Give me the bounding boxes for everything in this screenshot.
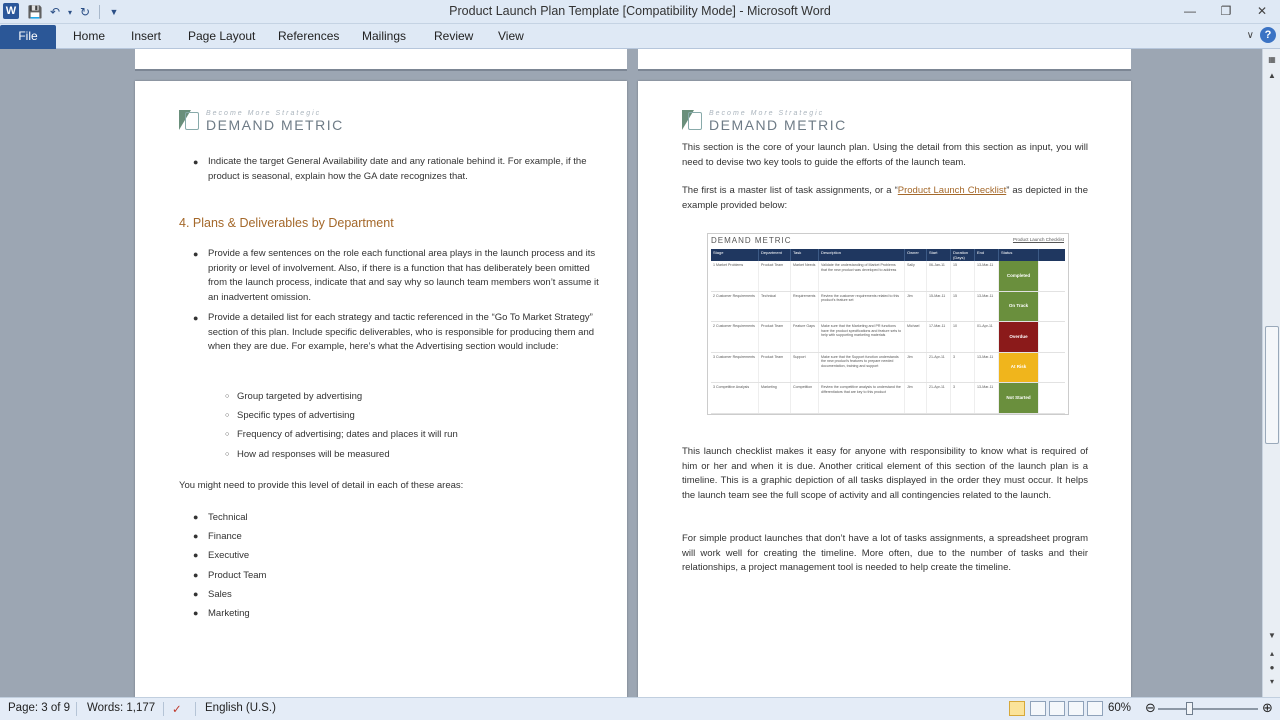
minimize-ribbon-icon[interactable]: ∨ [1246,29,1254,41]
status-badge: Not Started [999,383,1039,413]
zoom-in-icon[interactable]: ⊕ [1262,700,1273,715]
word-app-icon[interactable]: W [3,3,19,19]
tab-mailings[interactable]: Mailings [362,29,407,43]
table-cell: Jim [905,292,927,322]
print-layout-view-icon[interactable] [1009,701,1025,716]
draft-view-icon[interactable] [1087,701,1103,716]
restore-icon[interactable]: ❐ [1220,4,1232,18]
table-cell: 13-Mar-11 [975,292,999,322]
undo-dropdown-icon[interactable]: ▾ [67,7,72,17]
redo-icon[interactable]: ↻ [79,5,91,19]
full-screen-reading-view-icon[interactable] [1030,701,1046,716]
table-cell: Sally [905,261,927,291]
table-cell: 15 [951,292,975,322]
window-title: Product Launch Plan Template [Compatibility Mode] - Microsoft Word [449,4,831,18]
table-cell: 3 [951,383,975,413]
save-icon[interactable]: 💾 [27,5,43,19]
ribbon-right-controls [1247,27,1276,43]
table-cell: Product Team [759,261,791,291]
table-cell: 06-Jan-11 [927,261,951,291]
table-cell: 1 Market Problems [711,261,759,291]
next-page-icon[interactable]: ▾ [1269,677,1274,686]
table-cell: Review the customer requirements related to this product's feature set [819,292,905,322]
table-row [711,292,1065,323]
outline-view-icon[interactable] [1068,701,1084,716]
scroll-up-icon[interactable]: ▲ [1268,71,1276,80]
document-area[interactable] [0,49,1262,697]
thumb-logo: DEMAND METRIC [711,236,792,245]
table-cell: Validate the understanding of Market Problems that the new product was developed to address [819,261,905,291]
status-separator [163,702,164,716]
table-header: Duration (Days) [951,249,975,261]
word-count[interactable]: Words: 1,177 [87,702,156,714]
status-badge: At Risk [999,353,1039,383]
tab-home[interactable]: Home [73,29,106,43]
previous-page-icon[interactable]: ▴ [1269,649,1274,658]
table-header: Status [999,249,1039,261]
table-header: Start [927,249,951,261]
checklist-paragraph: The first is a master list of task assignments, or a “Product Launch Checklist” as depicted in the example provided below: [682,185,1088,211]
undo-icon[interactable]: ↶ [49,5,61,19]
table-cell: Product Team [759,353,791,383]
table-row [711,383,1065,414]
checklist-thumbnail-image[interactable] [707,233,1069,415]
logo-tagline: Become More Strategic [709,110,825,117]
logo-name: DEMAND METRIC [709,117,847,133]
table-cell: Requirements [791,292,819,322]
core-paragraph: This section is the core of your launch plan. Using the detail from this section as input, you will need to devise two key tools to guide the efforts of the launch team. [682,142,1088,168]
window-controls [1172,0,1280,24]
demand-metric-logo [179,110,344,133]
table-header: Description [819,249,905,261]
demand-metric-logo [682,110,847,133]
web-layout-view-icon[interactable] [1049,701,1065,716]
tab-references[interactable]: References [278,29,340,43]
table-cell: Market Needs [791,261,819,291]
intro-bullet-list [179,155,599,184]
table-cell: 3 Customer Requirements [711,353,759,383]
list-item: ● Provide a detailed list for each strategy and tactic referenced in the “Go To Market Strategy” section of this plan. Include specific deliverables, who is responsible for producing them and when they are due. For example, here’s what the Advertising section would include: [193,312,595,352]
sub-list-item: ○ Frequency of advertising; dates and places it will run [225,429,458,441]
sub-list-item: ○ Group targeted by advertising [225,391,363,402]
tab-file[interactable]: File [0,25,56,49]
zoom-slider[interactable] [1158,708,1258,710]
plans-bullet-list [179,247,599,355]
table-cell: Michael [905,322,927,352]
title-bar [0,0,1280,24]
advertising-sub-list [179,387,599,464]
timeline-paragraph: For simple product launches that don’t have a lot of tasks assignments, a spreadsheet program will work well for creating the timeline. More often, due to the number of tasks and their relationships, a project management tool is needed to help create the timeline. [682,533,1088,573]
list-item: ● Product Team [193,569,267,581]
list-item: ● Marketing [193,608,250,620]
table-cell: 21-Apr-11 [927,353,951,383]
previous-page-bottom-left [135,49,627,71]
table-cell: Review the competitive analysis to understand the differentiators that are key to this product [819,383,905,413]
table-cell: 13-Mar-11 [975,383,999,413]
minimize-icon[interactable]: — [1184,4,1196,18]
proofing-icon[interactable]: ✓ [172,704,182,716]
status-badge: Completed [999,261,1039,291]
table-cell: 15 [951,261,975,291]
checklist-table [711,249,1065,414]
table-cell: Feature Gaps [791,322,819,352]
sub-list-item: ○ How ad responses will be measured [225,448,390,460]
tab-page-layout[interactable]: Page Layout [188,29,256,43]
table-cell: 01-Apr-11 [975,322,999,352]
logo-mark-icon [682,110,704,130]
table-row [711,322,1065,353]
tab-insert[interactable]: Insert [131,29,162,43]
tab-view[interactable]: View [498,29,524,43]
table-header: Task [791,249,819,261]
table-header: Owner [905,249,927,261]
vertical-scrollbar[interactable] [1262,49,1280,697]
table-cell: Make sure that the Support function understands the new product's features to prepare needed documentation, training and support [819,353,905,383]
ruler-toggle-icon[interactable]: ▦ [1268,55,1276,64]
page-right[interactable] [638,81,1131,697]
zoom-slider-knob[interactable] [1186,702,1193,715]
table-cell: 2 Customer Requirements [711,292,759,322]
table-cell: Make sure that the Marketing and PR functions have the product specifications and feature sets to help with supporting marketing materials [819,322,905,352]
ribbon-tabs [0,24,1280,49]
thumb-title: Product Launch Checklist [1012,237,1064,242]
table-cell: Competition [791,383,819,413]
close-icon[interactable]: ✕ [1256,4,1268,18]
zoom-out-icon[interactable]: ⊖ [1145,700,1156,715]
table-cell: Jim [905,353,927,383]
section-heading: 4. Plans & Deliverables by Department [179,216,394,230]
status-separator [195,702,196,716]
table-cell: 3 [951,353,975,383]
table-cell: 15-Mar-11 [927,292,951,322]
status-badge: Overdue [999,322,1039,352]
table-header: Stage [711,249,759,261]
areas-bullet-list [179,508,599,623]
list-item: ● Technical [193,512,248,523]
table-row [711,261,1065,292]
list-item: ● Sales [193,588,232,600]
table-cell: 2 Customer Requirements [711,322,759,352]
list-item: ● Provide a few sentences on the role each functional area plays in the launch process and its priority or level of involvement. Also, if there is a function that has deliberately been omitted from the launch process, indicate that and say why so launch team members won’t assume it an inadvertent omission. [193,248,599,303]
customize-qat-icon[interactable]: ▼ [109,7,119,17]
table-header: Department [759,249,791,261]
logo-tagline: Become More Strategic [206,110,322,117]
page-left[interactable] [135,81,627,697]
table-cell: 17-Mar-11 [927,322,951,352]
table-cell: Support [791,353,819,383]
list-item: ● Executive [193,550,250,562]
list-item: ● Finance [193,531,242,543]
scrollbar-thumb[interactable] [1265,326,1279,444]
product-launch-checklist-link[interactable]: Product Launch Checklist [897,185,1007,196]
language[interactable]: English (U.S.) [205,702,276,714]
table-cell: 10 [951,322,975,352]
scroll-down-icon[interactable]: ▼ [1268,631,1276,640]
logo-name: DEMAND METRIC [206,117,344,133]
table-cell: Technical [759,292,791,322]
logo-mark-icon [179,110,201,130]
previous-page-bottom-right [638,49,1131,71]
table-cell: Product Team [759,322,791,352]
zoom-level[interactable]: 60% [1108,702,1132,714]
help-icon[interactable]: ? [1260,27,1276,43]
launch-checklist-paragraph: This launch checklist makes it easy for anyone with responsibility to know what is required of him or her and when it is due. Another critical element of this section of the launch plan is a timeline. This is a graphic depiction of all tasks displayed in the order they must occur. It helps the launch team see the full scope of activity and all contingencies related to the launch. [682,446,1088,501]
table-cell: 13-Mar-11 [975,261,999,291]
table-cell: Marketing [759,383,791,413]
table-row [711,353,1065,384]
status-bar [0,697,1280,720]
tab-review[interactable]: Review [434,29,474,43]
table-cell: 13-Mar-11 [975,353,999,383]
sub-list-item: ○ Specific types of advertising [225,410,355,422]
page-count[interactable]: Page: 3 of 9 [8,702,71,714]
table-cell: 21-Apr-11 [927,383,951,413]
status-badge: On Track [999,292,1039,322]
table-cell: 3 Competitive Analysis [711,383,759,413]
status-separator [76,702,77,716]
table-header-row [711,249,1065,261]
list-item: ● Indicate the target General Availability date and any rationale behind it. For example, if the product is seasonal, explain how the GA date recognizes that. [193,156,587,182]
browse-object-icon[interactable]: ● [1269,663,1275,672]
table-header: End [975,249,999,261]
detail-paragraph: You might need to provide this level of detail in each of these areas: [179,480,464,491]
table-cell: Jim [905,383,927,413]
